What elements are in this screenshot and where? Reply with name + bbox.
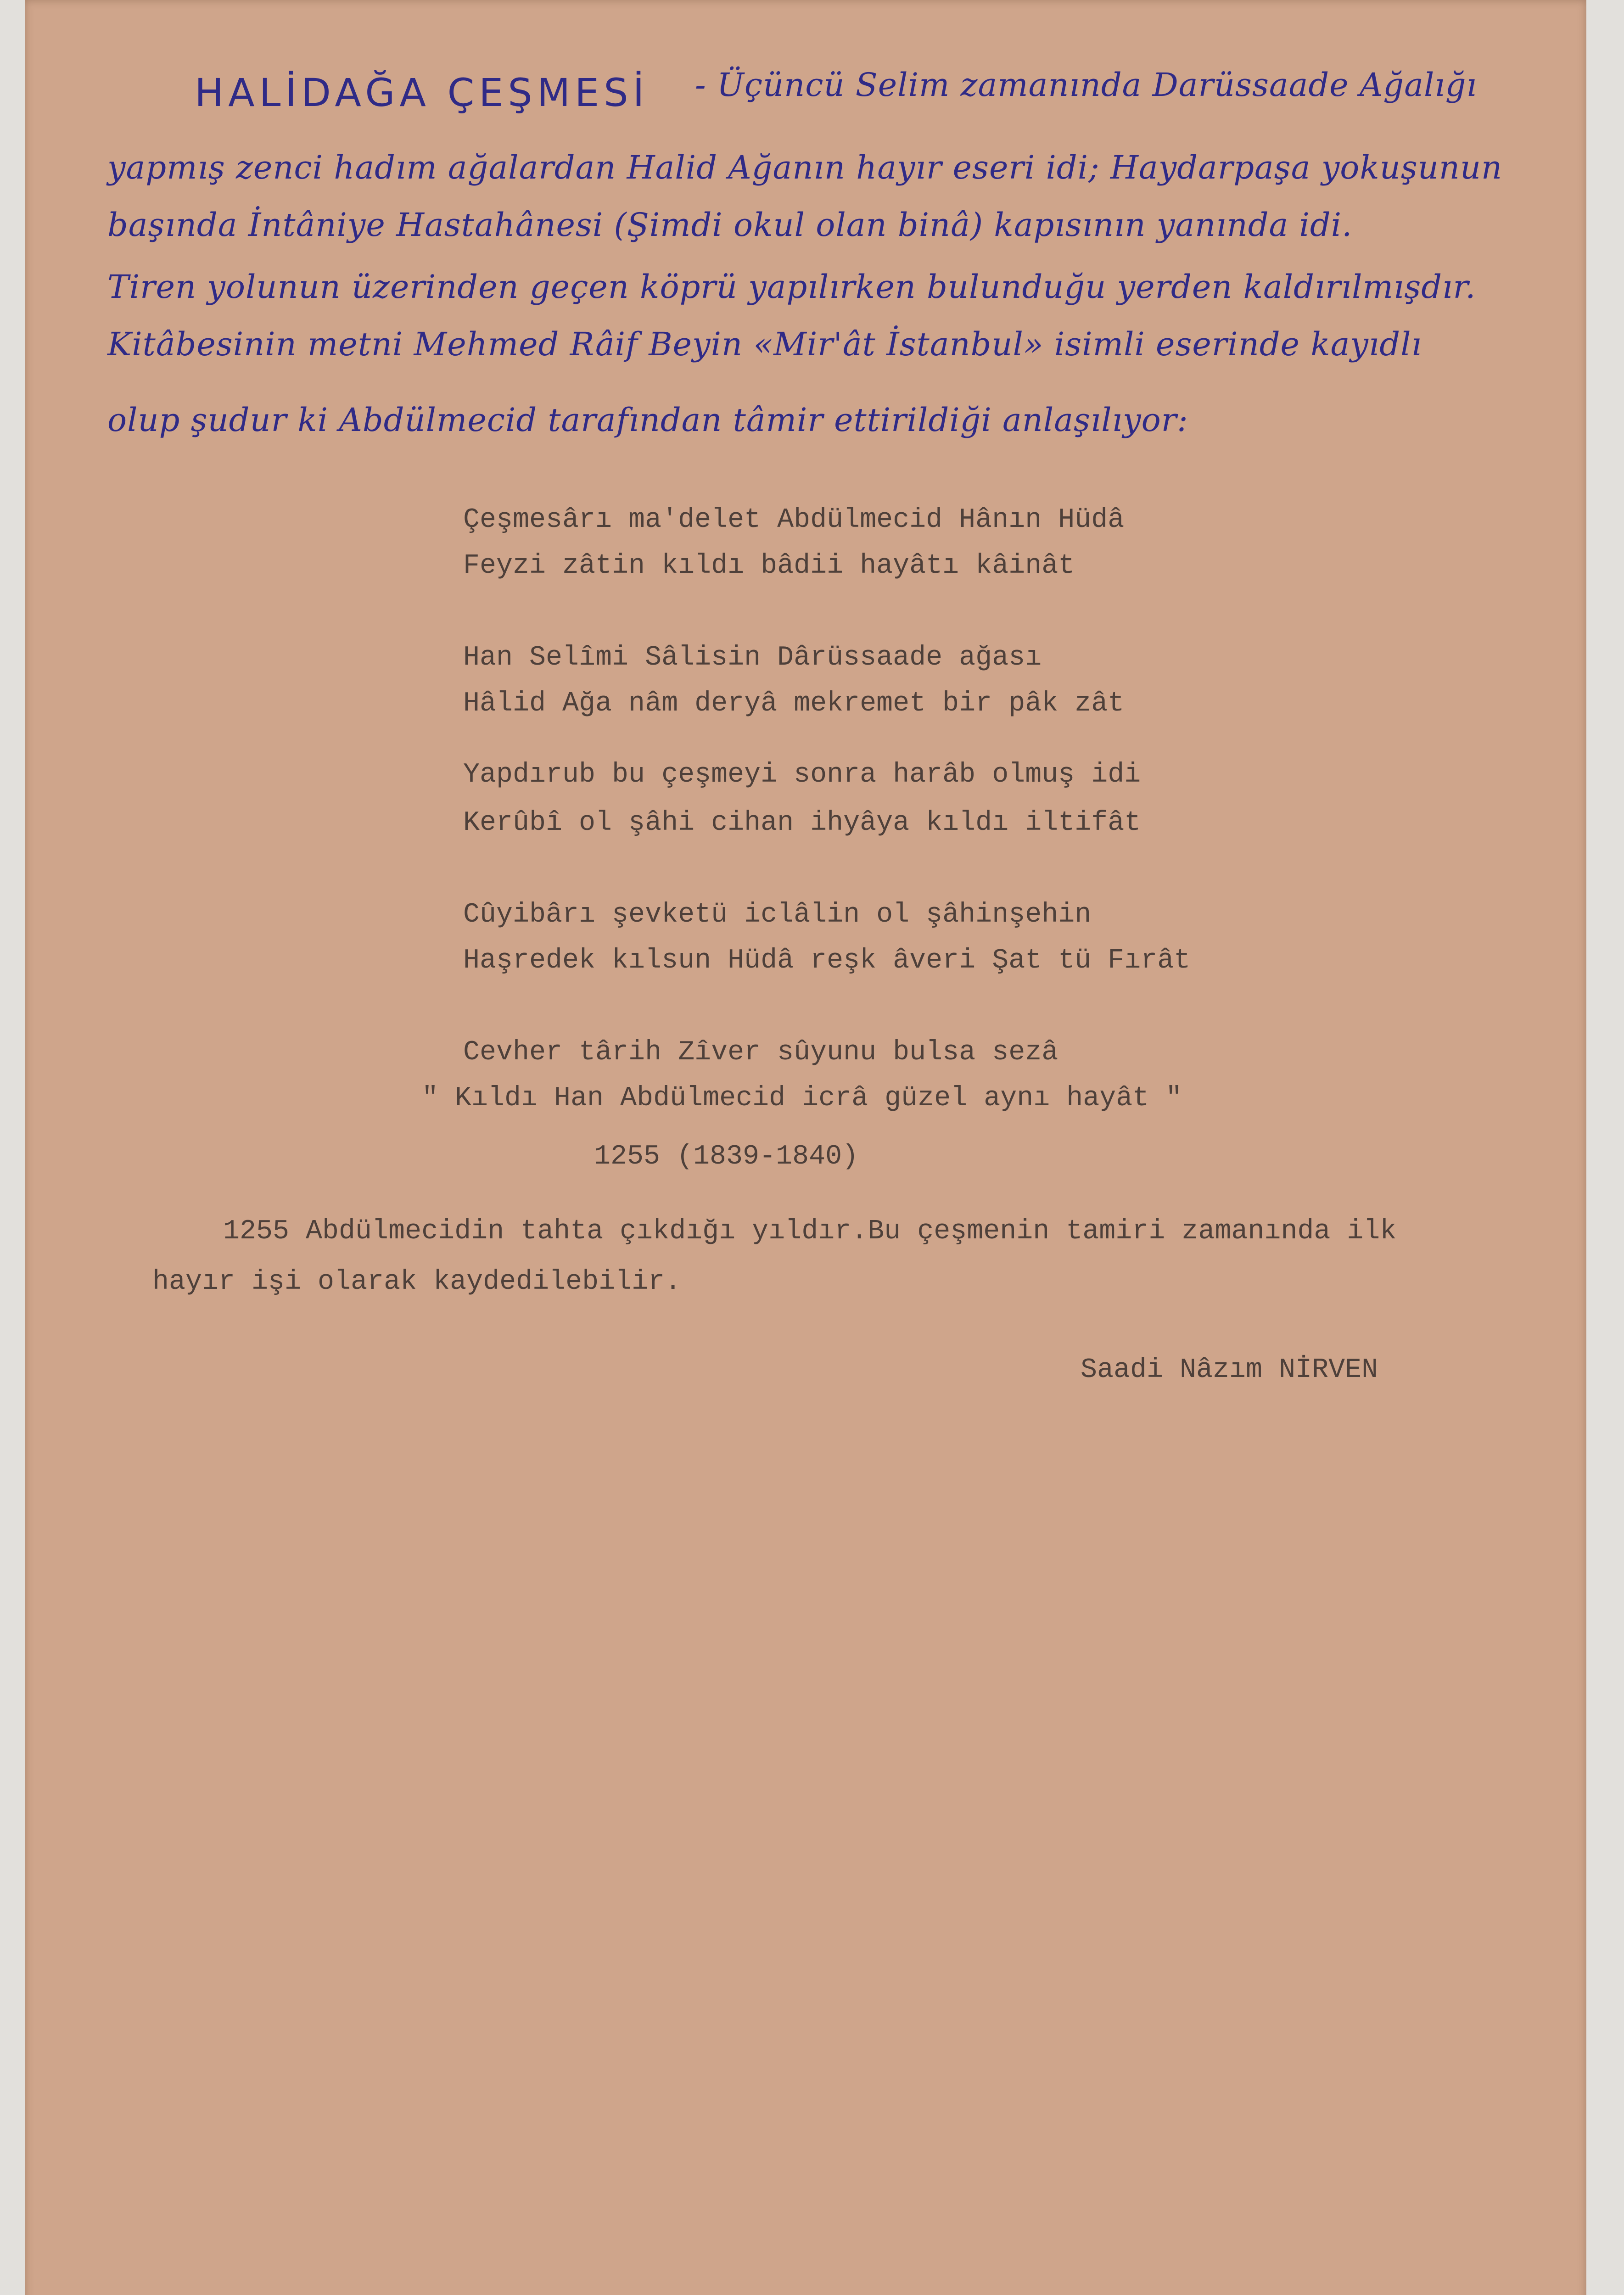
handwritten-title: HALİDAĞA ÇEŞMESİ — [195, 70, 649, 115]
handwritten-line-6: olup şudur ki Abdülmecid tarafından tâmir ettirildiği anlaşılıyor: — [107, 401, 1188, 439]
poem-line-3: Han Selîmi Sâlisin Dârüssaade ağası — [463, 642, 1042, 673]
handwritten-line-2: yapmış zenci hadım ağalardan Halid Ağanın hayır eseri idi; Haydarpaşa yokuşunun — [107, 149, 1503, 186]
inscription-year: 1255 (1839-1840) — [594, 1141, 859, 1172]
note-line-2: hayır işi olarak kaydedilebilir. — [152, 1266, 682, 1298]
poem-line-2: Feyzi zâtin kıldı bâdii hayâtı kâinât — [463, 550, 1075, 582]
handwritten-line-5: Kitâbesinin metni Mehmed Râif Beyin «Mir'ât İstanbul» isimli eserinde kayıdlı — [107, 325, 1422, 363]
poem-line-8: Haşredek kılsun Hüdâ reşk âveri Şat tü Fırât — [463, 945, 1191, 976]
paper-sheet — [25, 0, 1586, 2295]
poem-line-6: Kerûbî ol şâhi cihan ihyâya kıldı iltifât — [463, 807, 1141, 839]
handwritten-line-3: başında İntâniye Hastahânesi (Şimdi okul olan binâ) kapısının yanında idi. — [107, 206, 1353, 244]
handwritten-line-4: Tiren yolunun üzerinden geçen köprü yapılırken bulunduğu yerden kaldırılmışdır. — [107, 268, 1476, 306]
poem-line-1: Çeşmesârı ma'delet Abdülmecid Hânın Hüdâ — [463, 504, 1125, 536]
poem-line-7: Cûyibârı şevketü iclâlin ol şâhinşehin — [463, 899, 1092, 930]
poem-line-4: Hâlid Ağa nâm deryâ mekremet bir pâk zât — [463, 688, 1125, 719]
note-line-1: 1255 Abdülmecidin tahta çıkdığı yıldır.Bu çeşmenin tamiri zamanında ilk — [223, 1216, 1397, 1247]
poem-line-9: Cevher târih Zîver sûyunu bulsa sezâ — [463, 1037, 1058, 1068]
poem-line-5: Yapdırub bu çeşmeyi sonra harâb olmuş idi — [463, 759, 1141, 790]
handwritten-line-1: - Üçüncü Selim zamanında Darüssaade Ağalığı — [695, 66, 1477, 104]
poem-line-10: " Kıldı Han Abdülmecid icrâ güzel aynı hayât " — [422, 1083, 1182, 1114]
signature: Saadi Nâzım NİRVEN — [1081, 1355, 1378, 1386]
